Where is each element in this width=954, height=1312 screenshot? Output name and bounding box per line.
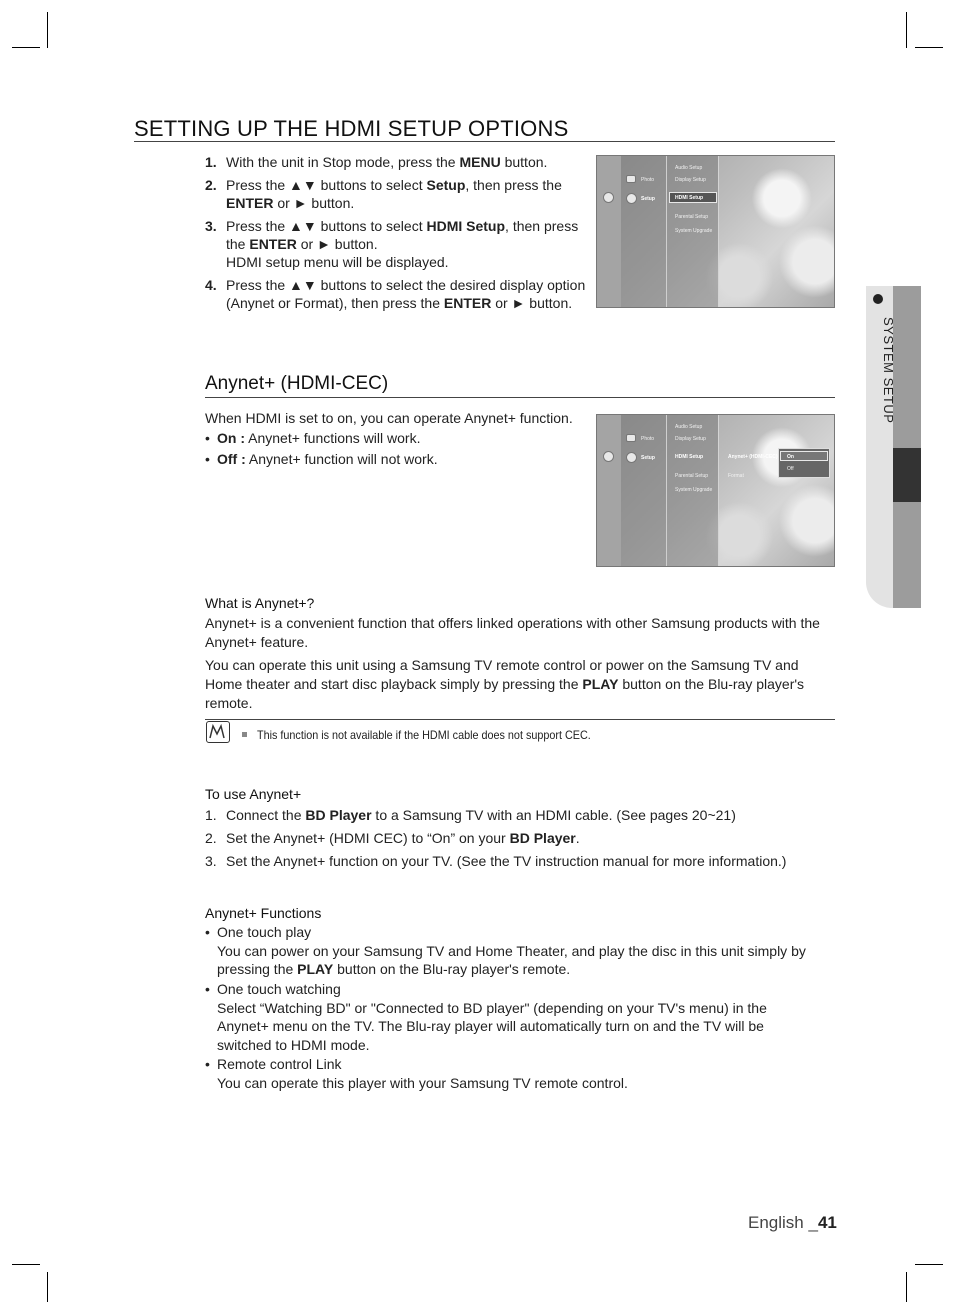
menu-setup: Setup [641,196,655,202]
title-rule [134,141,835,142]
option-on: On [787,454,794,460]
crop-mark [12,1264,40,1265]
note-rule [205,719,835,720]
crop-mark [47,12,48,48]
crop-mark [915,1264,943,1265]
what-is-p1: Anynet+ is a convenient function that offers linked operations with other Samsung products with the Anynet+ feature. [205,615,820,650]
step-4: 4. Press the ▲▼ buttons to select the desired display option (Anynet or Format), then press the ENTER or ► button. [205,277,586,311]
menu-hdmi-setup: HDMI Setup [675,195,704,201]
photo-icon [626,175,636,183]
menu-display-setup: Display Setup [675,436,706,442]
step-1: 1. With the unit in Stop mode, press the MENU button. [205,154,548,170]
menu-anynet: Anynet+ (HDMI-CEC) [728,454,778,460]
note-bullet [242,732,247,737]
menu-parental-setup: Parental Setup [675,473,709,479]
hdmi-setup-screenshot [596,414,835,567]
menu-format: Format [728,473,744,479]
note-text: This function is not available if the HDMI cable does not support CEC. [257,728,591,742]
anynet-intro: When HDMI is set to on, you can operate Anynet+ function. [205,410,573,426]
bullet-icon [873,294,883,304]
section-heading-anynet: Anynet+ (HDMI-CEC) [205,373,389,394]
menu-system-upgrade: System Upgrade [675,487,713,493]
crop-mark [915,47,943,48]
menu-parental-setup: Parental Setup [675,214,709,220]
menu-photo: Photo [641,177,655,183]
disc-icon [603,451,614,462]
crop-mark [906,1272,907,1302]
crop-mark [12,47,40,48]
page-title: SETTING UP THE HDMI SETUP OPTIONS [134,116,569,141]
side-tab-label: SYSTEM SETUP [881,317,896,424]
photo-icon [626,434,636,442]
menu-system-upgrade: System Upgrade [675,228,713,234]
crop-mark [906,12,907,48]
menu-setup: Setup [641,455,655,461]
menu-audio-setup: Audio Setup [675,424,703,430]
gear-icon [626,452,637,463]
anynet-on: • On : Anynet+ functions will work. [205,430,421,446]
gear-icon [626,193,637,204]
side-tab-bar [893,286,921,608]
option-off: Off [787,466,794,472]
to-use-heading: To use Anynet+ [205,786,302,802]
step-3: 3. Press the ▲▼ buttons to select HDMI Setup, then press the ENTER or ► button. HDMI setup menu will be displayed. [205,218,579,270]
function-item: • One touch play You can power on your Samsung TV and Home Theater, and play the disc in this unit simply by pressing the PLAY button on the Blu-ray player's remote. [205,924,806,977]
menu-hdmi-setup: HDMI Setup [675,454,704,460]
menu-photo: Photo [641,436,655,442]
to-use-item: 2. Set the Anynet+ (HDMI CEC) to “On” on your BD Player. [205,830,580,846]
anynet-off: • Off : Anynet+ function will not work. [205,451,438,467]
disc-icon [603,192,614,203]
section-rule [205,397,835,398]
what-is-heading: What is Anynet+? [205,595,315,611]
function-item: • Remote control Link You can operate this player with your Samsung TV remote control. [205,1056,628,1091]
to-use-item: 3. Set the Anynet+ function on your TV. (See the TV instruction manual for more information.) [205,853,787,869]
to-use-item: 1. Connect the BD Player to a Samsung TV with an HDMI cable. (See pages 20~21) [205,807,736,823]
function-item: • One touch watching Select “Watching BD" or "Connected to BD player" (depending on your TV's menu) in the Anynet+ menu on the TV. The Blu-ray player will automatically turn on and the TV will be switched to HDMI mode. [205,981,767,1053]
functions-heading: Anynet+ Functions [205,905,322,921]
crop-mark [47,1272,48,1302]
page-number: English _41 [748,1213,837,1232]
menu-audio-setup: Audio Setup [675,165,703,171]
note-icon [206,721,230,743]
menu-display-setup: Display Setup [675,177,706,183]
setup-menu-screenshot [596,155,835,308]
side-tab-marker [893,448,921,502]
what-is-p2: You can operate this unit using a Samsung TV remote control or power on the Samsung TV and Home theater and start disc playback simply by pressing the PLAY button on the Blu-ray player's remote. [205,657,805,711]
step-2: 2. Press the ▲▼ buttons to select Setup, then press the ENTER or ► button. [205,177,562,211]
